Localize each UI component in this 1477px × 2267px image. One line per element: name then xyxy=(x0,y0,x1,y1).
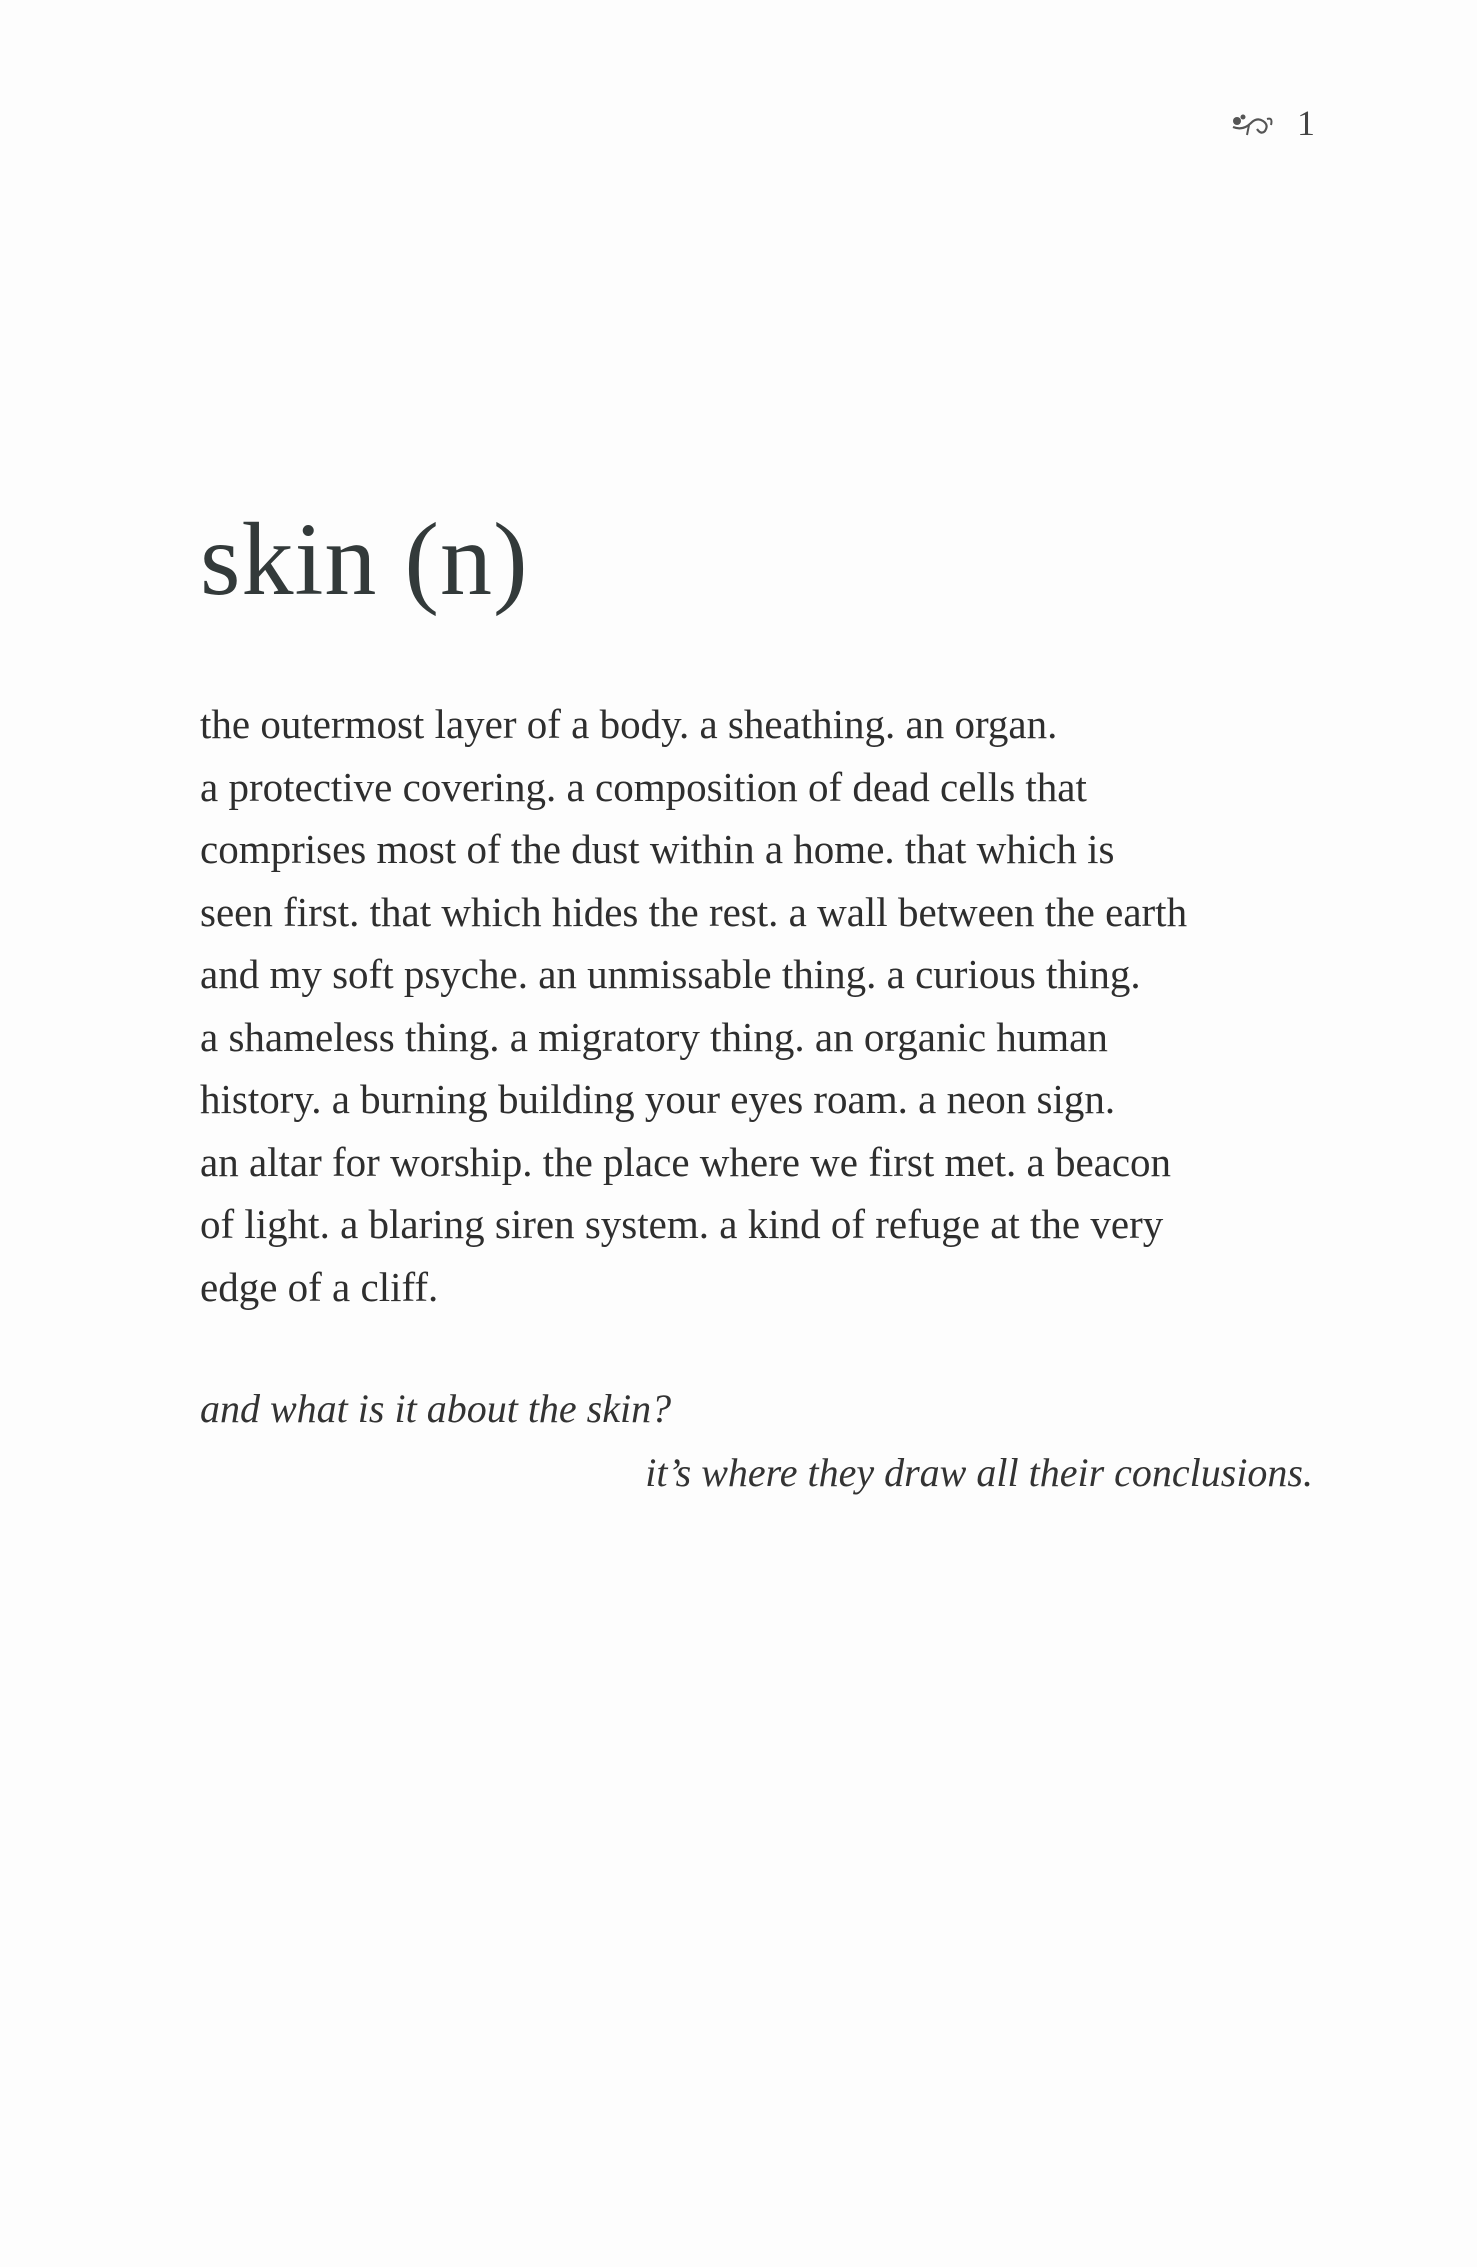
closing-answer: it’s where they draw all their conclusions. xyxy=(645,1450,1313,1495)
entry-title: skin (n) xyxy=(200,502,529,617)
definition-line: a protective covering. a composition of dead cells that xyxy=(200,763,1087,810)
page-folio xyxy=(1229,102,1315,144)
definition-line: the outermost layer of a body. a sheathing. an organ. xyxy=(200,701,1058,747)
definition-line: history. a burning building your eyes roam. a neon sign. xyxy=(200,1076,1116,1122)
floral-ornament-icon xyxy=(1229,109,1275,137)
definition-line: comprises most of the dust within a home. that which is xyxy=(200,826,1115,872)
closing-question: and what is it about the skin? xyxy=(200,1386,672,1431)
page-number: 1 xyxy=(1297,103,1315,143)
definition-line: seen first. that which hides the rest. a wall between the earth xyxy=(200,888,1188,935)
definition-line: a shameless thing. a migratory thing. an organic human xyxy=(200,1013,1108,1060)
definition-paragraph xyxy=(200,693,1330,1318)
definition-line: of light. a blaring siren system. a kind of refuge at the very xyxy=(200,1201,1164,1247)
definition-line: and my soft psyche. an unmissable thing. a curious thing. xyxy=(200,951,1141,997)
definition-line: an altar for worship. the place where we first met. a beacon xyxy=(200,1138,1172,1185)
definition-line: edge of a cliff. xyxy=(200,1263,439,1310)
